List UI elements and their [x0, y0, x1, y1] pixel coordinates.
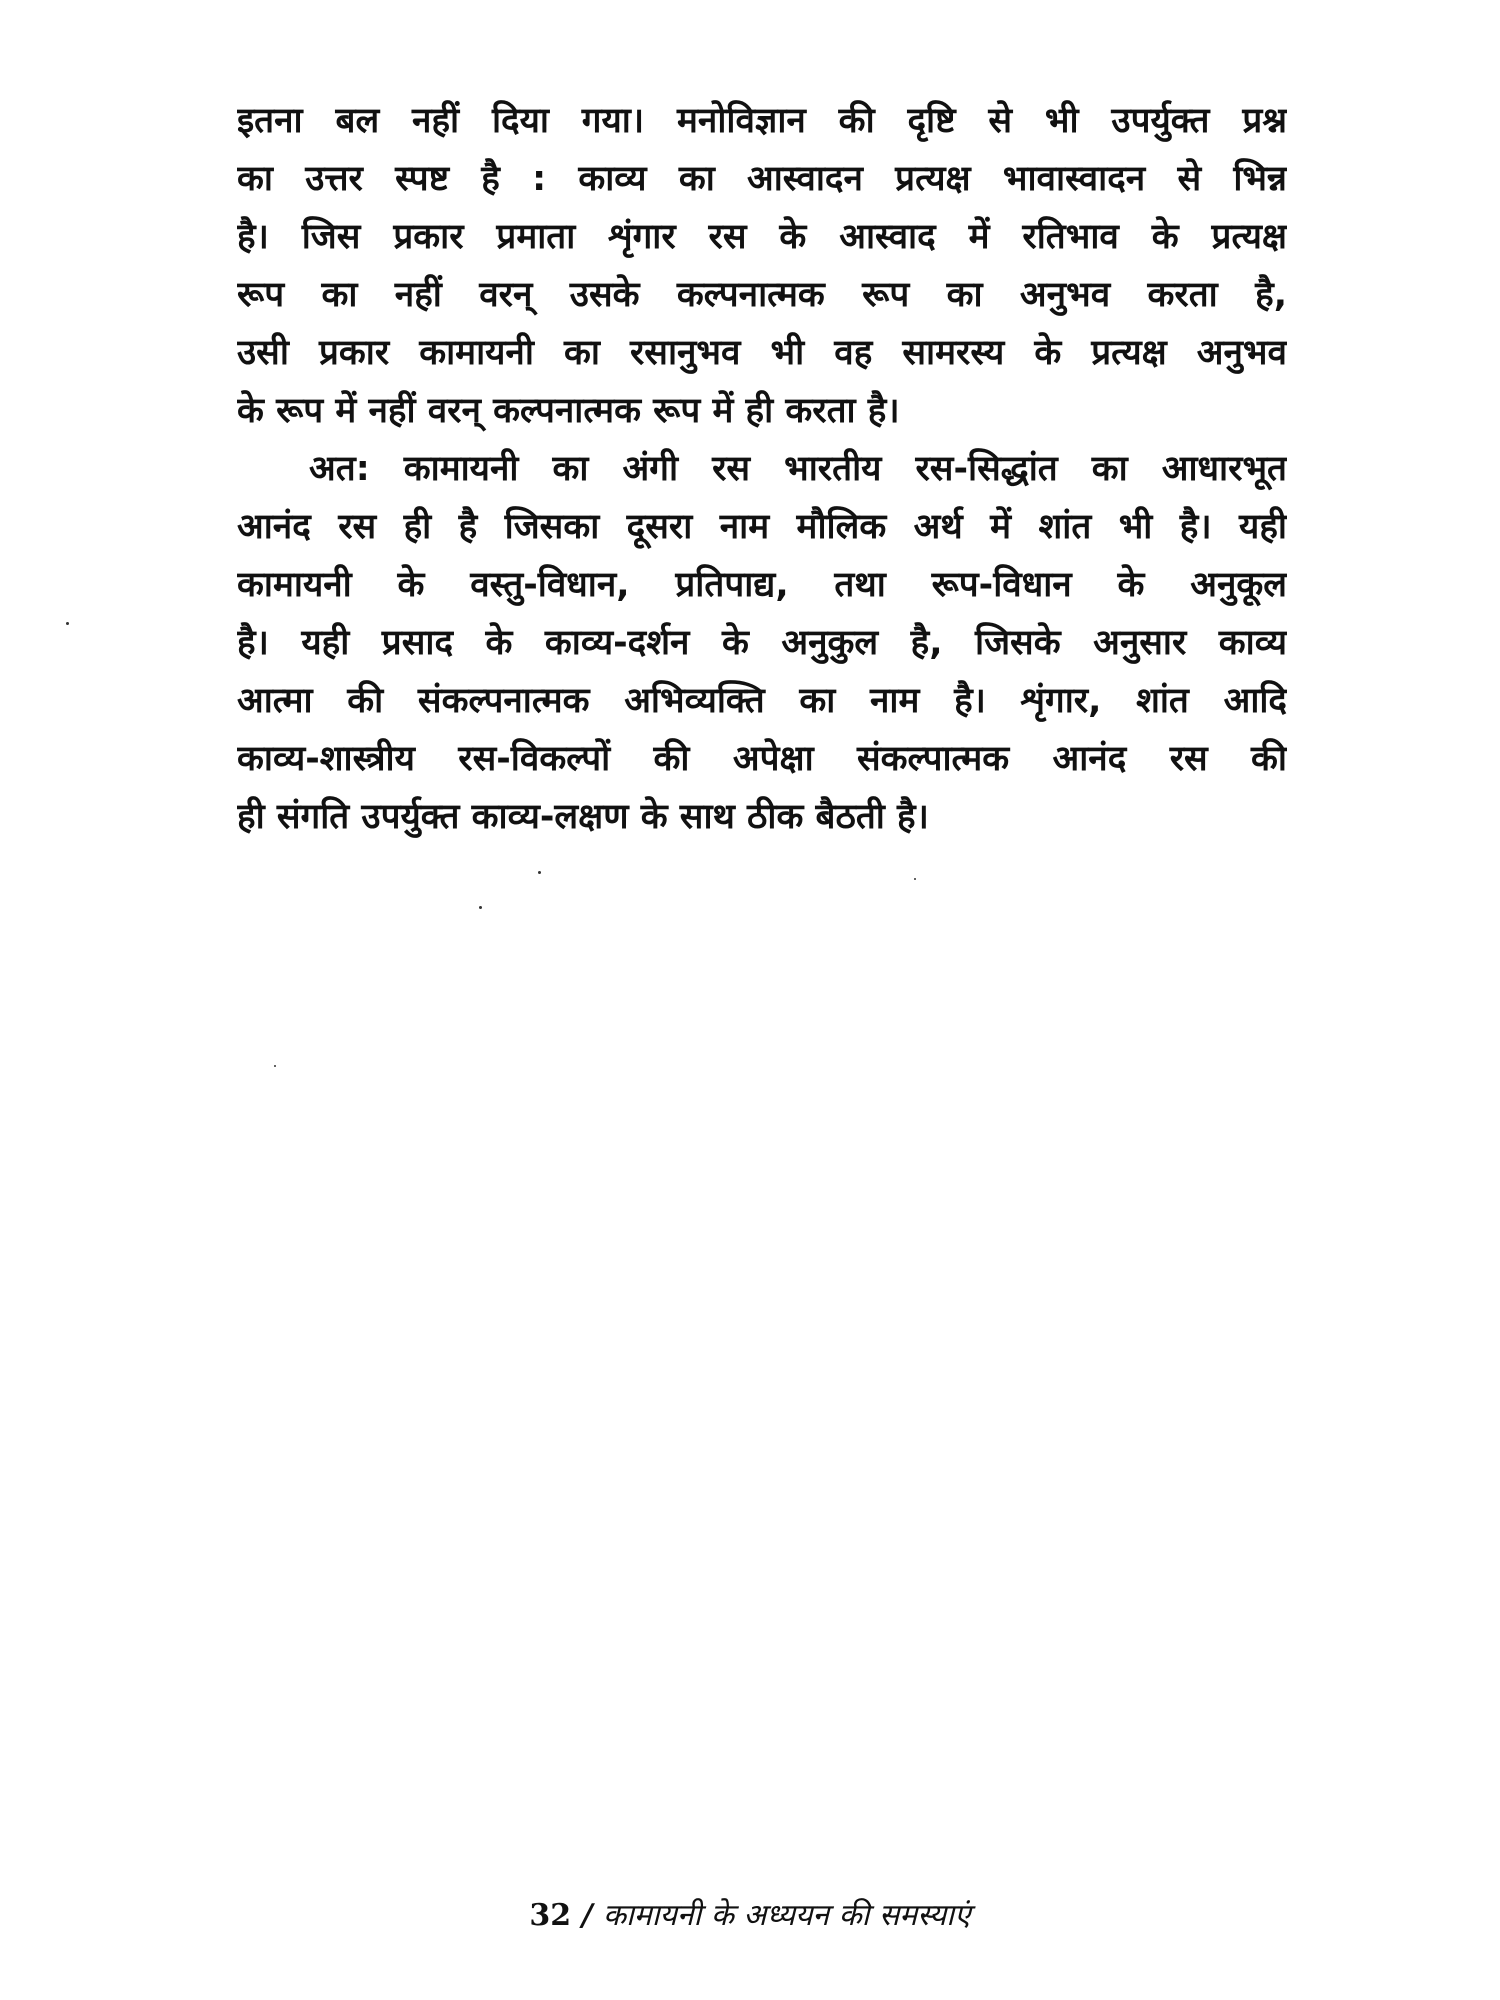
- text-line: काव्य-शास्त्रीय रस-विकल्पों की अपेक्षा संकल्पात्मक आनंद रस की: [237, 739, 1287, 779]
- text-line: ही संगति उपर्युक्त काव्य-लक्षण के साथ ठीक बैठती है।: [237, 797, 929, 837]
- running-title: कामायनी के अध्ययन की समस्याएं: [602, 1898, 971, 1933]
- text-line: उसी प्रकार कामायनी का रसानुभव भी वह सामरस्य के प्रत्यक्ष अनुभव: [237, 333, 1287, 373]
- scan-speck: [274, 1065, 276, 1067]
- body-text: [237, 92, 1287, 846]
- paragraph-1: [237, 92, 1287, 440]
- page-footer: [0, 1893, 1500, 1934]
- paragraph-2: [237, 440, 1287, 846]
- text-line: है। यही प्रसाद के काव्य-दर्शन के अनुकुल है, जिसके अनुसार काव्य: [237, 623, 1287, 663]
- text-line: इतना बल नहीं दिया गया। मनोविज्ञान की दृष्टि से भी उपर्युक्त प्रश्न: [237, 101, 1287, 141]
- text-line: के रूप में नहीं वरन् कल्पनात्मक रूप में ही करता है।: [237, 391, 900, 431]
- scan-speck: [914, 878, 916, 880]
- text-line: आत्मा की संकल्पनात्मक अभिव्यक्ति का नाम है। शृंगार, शांत आदि: [237, 681, 1287, 721]
- text-line: अत: कामायनी का अंगी रस भारतीय रस-सिद्धांत का आधारभूत: [309, 449, 1287, 489]
- text-line: आनंद रस ही है जिसका दूसरा नाम मौलिक अर्थ में शांत भी है। यही: [237, 507, 1287, 547]
- scan-speck: [479, 906, 482, 909]
- text-line: कामायनी के वस्तु-विधान, प्रतिपाद्य, तथा रूप-विधान के अनुकूल: [237, 565, 1287, 605]
- scan-speck: [66, 622, 69, 625]
- scan-speck: [538, 871, 541, 874]
- text-line: रूप का नहीं वरन् उसके कल्पनात्मक रूप का अनुभव करता है,: [237, 275, 1287, 315]
- page-number: 32: [529, 1898, 572, 1933]
- footer-separator: /: [581, 1898, 593, 1933]
- text-line: है। जिस प्रकार प्रमाता शृंगार रस के आस्वाद में रतिभाव के प्रत्यक्ष: [237, 217, 1287, 257]
- text-line: का उत्तर स्पष्ट है : काव्य का आस्वादन प्रत्यक्ष भावास्वादन से भिन्न: [237, 159, 1287, 199]
